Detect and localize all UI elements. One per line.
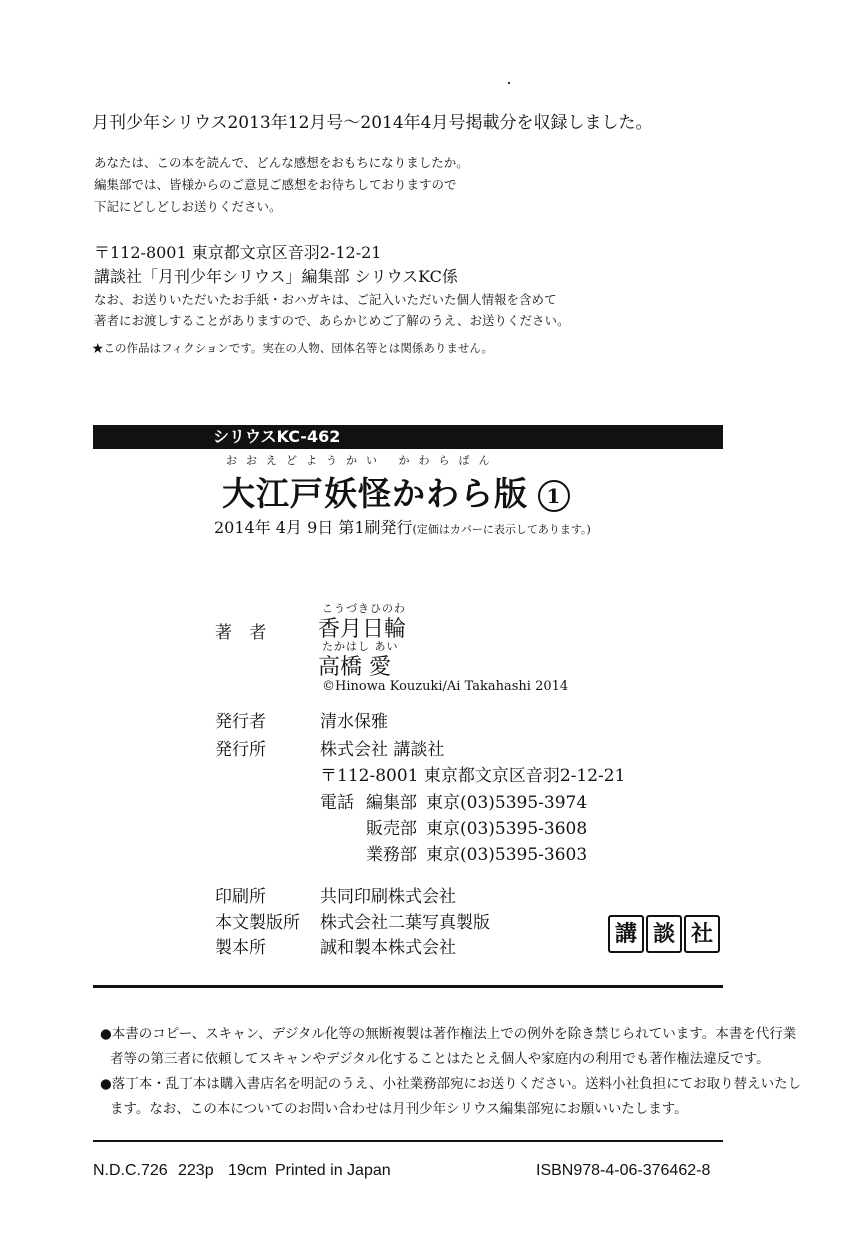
author2-name: 高橋 愛 [318, 655, 391, 680]
author1-name: 香月日輪 [318, 617, 407, 642]
mail-department: 講談社「月刊少年シリウス」編集部 シリウスKC係 [94, 267, 458, 286]
title-ruby-text: おおえどようかい かわらばん [226, 454, 499, 467]
print-speck [508, 82, 510, 84]
feedback-line-3: 下記にどしどしお送りください。 [94, 199, 282, 214]
printer-label: 印刷所 [215, 887, 266, 907]
feedback-line-1: あなたは、この本を読んで、どんな感想をおもちになりましたか。 [94, 155, 469, 170]
privacy-line-2: 著者にお渡しすることがありますので、あらかじめご了解のうえ、お送りください。 [94, 313, 570, 328]
page-count: 223p [178, 1162, 214, 1179]
book-title [222, 468, 570, 515]
issue-date [214, 515, 591, 538]
phone-number-editorial: 東京(03)5395-3974 [426, 793, 588, 813]
fiction-disclaimer: ★この作品はフィクションです。実在の人物、団体名等とは関係ありません。 [92, 341, 494, 355]
text-plate-label: 本文製版所 [215, 913, 300, 933]
phone-dept-operations: 業務部 [366, 845, 417, 865]
volume-number: 1 [538, 480, 570, 512]
mail-address: 〒112-8001 東京都文京区音羽2-12-21 [94, 243, 382, 262]
binder-name: 誠和製本株式会社 [320, 938, 456, 958]
logo-char-2: 談 [646, 915, 682, 953]
collection-note: 月刊少年シリウス2013年12月号〜2014年4月号掲載分を収録しました。 [92, 113, 653, 133]
author1-ruby: こうづきひのわ [322, 602, 406, 615]
privacy-line-1: なお、お送りいただいたお手紙・おハガキは、ご記入いただいた個人情報を含めて [94, 292, 557, 307]
ndc-code: N.D.C.726 [93, 1162, 168, 1179]
phone-dept-editorial: 編集部 [366, 793, 417, 813]
book-title-text: 大江戸妖怪かわら版 [222, 474, 528, 513]
phone-dept-sales: 販売部 [366, 819, 417, 839]
feedback-line-2: 編集部では、皆様からのご意見ご感想をお待ちしておりますので [94, 177, 457, 192]
publisher-address: 〒112-8001 東京都文京区音羽2-12-21 [320, 766, 626, 786]
notice-line-1: ●本書のコピー、スキャン、デジタル化等の無断複製は著作権法上での例外を除き禁じられています。本書を代行業 [100, 1026, 797, 1042]
binder-label: 製本所 [215, 938, 266, 958]
divider-bottom [93, 1140, 723, 1142]
divider-top [93, 985, 723, 988]
price-note: (定価はカバーに表示してあります。) [412, 523, 591, 536]
publisher-person-label: 発行者 [215, 712, 266, 732]
notice-line-3: ●落丁本・乱丁本は購入書店名を明記のうえ、小社業務部宛にお送りください。送料小社負担にてお取り替えいたし [100, 1076, 802, 1092]
notice-line-4: ます。なお、この本についてのお問い合わせは月刊少年シリウス編集部宛にお願いいたします。 [110, 1101, 688, 1117]
publisher-name: 株式会社 講談社 [320, 740, 445, 760]
issue-date-text: 2014年 4月 9日 第1刷発行 [214, 518, 413, 537]
notice-line-2: 者等の第三者に依頼してスキャンやデジタル化することはたとえ個人や家庭内の利用でも著作権法違反です。 [110, 1051, 770, 1067]
publisher-label: 発行所 [215, 740, 266, 760]
phone-number-operations: 東京(03)5395-3603 [426, 845, 588, 865]
author-label: 著 者 [215, 623, 273, 643]
title-ruby [226, 452, 499, 468]
printed-in: Printed in Japan [275, 1162, 391, 1179]
logo-char-3: 社 [684, 915, 720, 953]
text-plate-name: 株式会社二葉写真製版 [320, 913, 490, 933]
book-size: 19cm [228, 1162, 268, 1179]
phone-number-sales: 東京(03)5395-3608 [426, 819, 588, 839]
copyright: ©Hinowa Kouzuki/Ai Takahashi 2014 [322, 679, 569, 694]
printer-name: 共同印刷株式会社 [320, 887, 456, 907]
author2-ruby: たかはし あい [322, 640, 399, 653]
series-label-bar: シリウスKC-462 [93, 425, 723, 449]
phone-label: 電話 [320, 793, 354, 813]
isbn: ISBN978-4-06-376462-8 [536, 1162, 711, 1179]
logo-char-1: 講 [608, 915, 644, 953]
publisher-person: 清水保雅 [320, 712, 388, 732]
